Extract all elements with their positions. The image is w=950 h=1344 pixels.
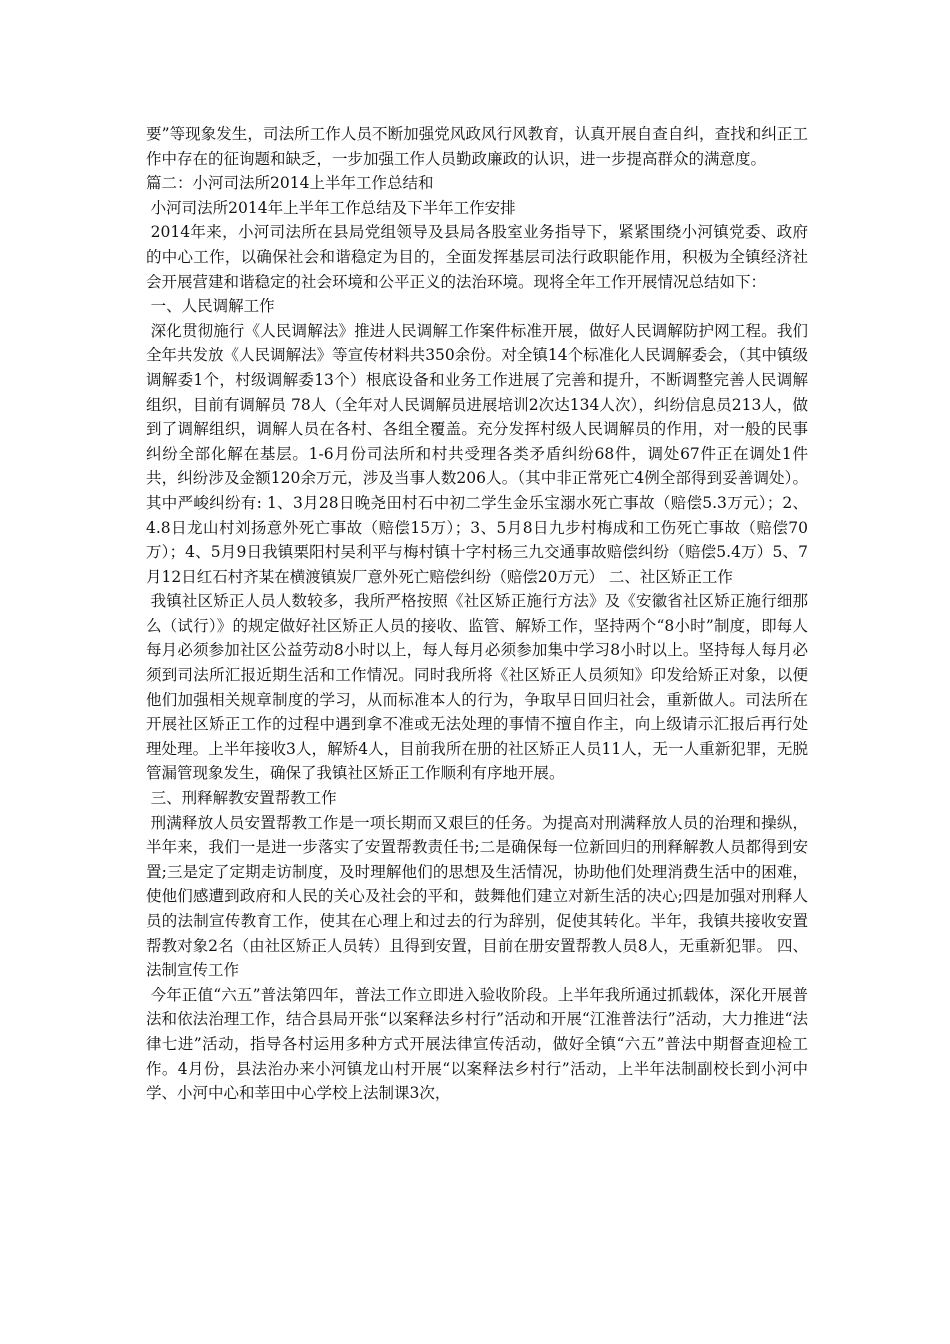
- paragraph-legal-publicity: 今年正值“六五”普法第四年，普法工作立即进入验收阶段。上半年我所通过抓载体，深化开展普法和依法治理工作，结合县局开张“以案释法乡村行”活动和开展“江淮普法行”活动，大力推进“法律七进”活动，指导各村运用多种方式开展法律宣传活动，做好全镇“六五”普法中期督查迎检工作。4月份，县法治办来小河镇龙山村开展“以案释法乡村行”活动，上半年法制副校长到小河中学、小河中心和莘田中心学校上法制课3次，: [146, 985, 808, 1103]
- heading-people-mediation: 一、人民调解工作: [150, 297, 275, 316]
- paragraph-intro: 2014年来，小河司法所在县局党组领导及县局各股室业务指导下，紧紧围绕小河镇党委、政府的中心工作，以确保社会和谐稳定为目的，全面发挥基层司法行政职能作用，积极为全镇经济社会开展营建和谐稳定的社会环境和公平正义的法治环境。现将全年工作开展情况总结如下：: [146, 223, 808, 291]
- paragraph-community-correction: 我镇社区矫正人员人数较多，我所严格按照《社区矫正施行方法》及《安徽省社区矫正施行细那么（试行）》的规定做好社区矫正人员的接收、监管、解矫工作，坚持两个“8小时”制度，即每人每月必须参加社区公益劳动8小时以上，每人每月必须参加集中学习8小时以上。坚持每人每月必须到司法所汇报近期生活和工作情况。同时我所将《社区矫正人员须知》印发给矫正对象，以便他们加强相关规章制度的学习，从而标准本人的行为，争取早日回归社会，重新做人。司法所在开展社区矫正工作的过程中遇到拿不准或无法处理的事情不擅自作主，向上级请示汇报后再行处理处理。上半年接收3人，解矫4人，目前我所在册的社区矫正人员11人，无一人重新犯罪，无脱管漏管现象发生，确保了我镇社区矫正工作顺利有序地开展。: [146, 592, 808, 783]
- paragraph-people-mediation: 深化贯彻施行《人民调解法》推进人民调解工作案件标准开展，做好人民调解防护网工程。我们全年共发放《人民调解法》等宣传材料共350余份。对全镇14个标准化人民调解委会，（其中镇级调解委1个，村级调解委13个）根底设备和业务工作进展了完善和提升，不断调整完善人民调解组织，目前有调解员 78人（全年对人民调解员进展培训2次达134人次），纠纷信息员213人，做到了调解组织，调解人员在各村、各组全覆盖。充分发挥村级人民调解员的作用，对一般的民事纠纷全部化解在基层。1-6月份司法所和村共受理各类矛盾纠纷68件，调处67件正在调处1件共，纠纷涉及金额120余万元，涉及当事人数206人。（其中非正常死亡4例全部得到妥善调处）。其中严峻纠纷有: 1、3月28日晚尧田村石中初二学生金乐宝溺水死亡事故（赔偿5.3万元）；2、4.8日龙山村刘扬意外死亡事故（赔偿15万）；3、5月8日九步村梅成和工伤死亡事故（赔偿70万）；4、5月9日我镇栗阳村吴利平与梅村镇十字村杨三九交通事故赔偿纠纷（赔偿5.4万）5、7月12日红石村齐某在横渡镇炭厂意外死亡赔偿纠纷（赔偿20万元） 二、社区矫正工作: [146, 321, 808, 586]
- document-body: [146, 122, 808, 1106]
- heading-resettlement: 三、刑释解教安置帮教工作: [150, 789, 337, 808]
- document-title: 小河司法所2014年上半年工作总结及下半年工作安排: [150, 198, 516, 217]
- paragraph-continuation: 要”等现象发生，司法所工作人员不断加强党风政风行风教育，认真开展自查自纠，查找和纠正工作中存在的征询题和缺乏，一步加强工作人员勤政廉政的认识，进一步提高群众的满意度。: [146, 125, 808, 168]
- section-heading-part-two: 篇二：小河司法所2014上半年工作总结和: [146, 174, 434, 193]
- paragraph-resettlement: 刑满释放人员安置帮教工作是一项长期而又艰巨的任务。为提高对刑满释放人员的治理和操纵，半年来，我们一是进一步落实了安置帮教责任书;二是确保每一位新回归的刑释解教人员都得到安置;三是定了定期走访制度，及时理解他们的思想及生活情况，协助他们处理消费生活中的困难，使他们感遭到政府和人民的关心及社会的平和，鼓舞他们建立对新生活的决心;四是加强对刑释人员的法制宣传教育工作，使其在心理上和过去的行为辞别，促使其转化。半年，我镇共接收安置帮教对象2名（由社区矫正人员转）且得到安置，目前在册安置帮教人员8人，无重新犯罪。 四、法制宣传工作: [146, 813, 808, 980]
